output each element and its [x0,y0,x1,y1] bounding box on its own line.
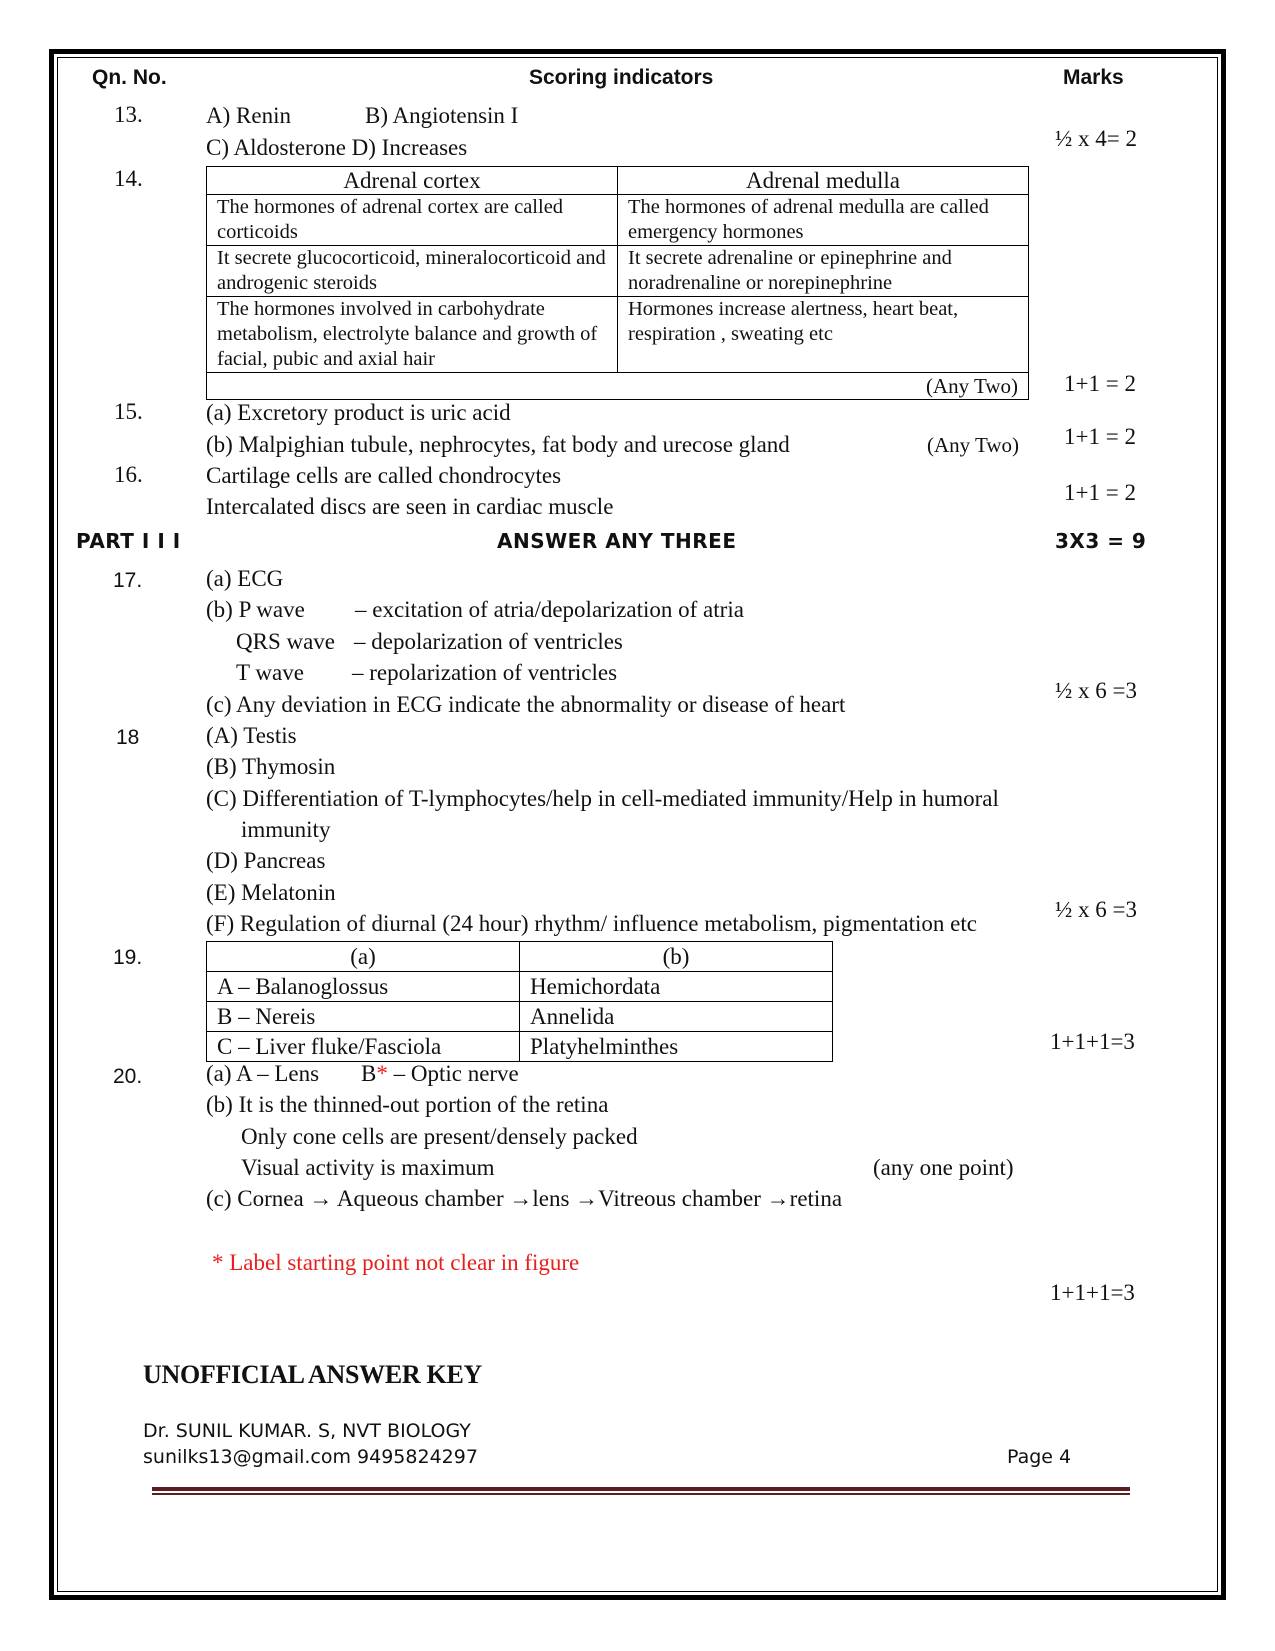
header-marks: Marks [1063,66,1124,89]
q18-a: (A) Testis [206,723,297,748]
q17-b3-desc: – repolarization of ventricles [352,660,618,685]
q20-a2: B [361,1061,377,1086]
q20-star: * [376,1061,388,1086]
q14-row1-cortex: The hormones of adrenal cortex are called corticoids [207,195,618,246]
q14-row3-medulla: Hormones increase alertness, heart beat, respiration , sweating etc [618,297,1029,373]
q17-b1-desc: – excitation of atria/depolarization of atria [355,597,744,622]
q20-a3: – Optic nerve [387,1061,519,1086]
q20-b3: Visual activity is maximum [241,1155,495,1180]
q14-row1-medulla: The hormones of adrenal medulla are called emergency hormones [618,195,1029,246]
q18-b: (B) Thymosin [206,754,336,779]
header-qno: Qn. No. [92,66,167,89]
q20-number: 20. [113,1065,143,1088]
q19-row3-a: C – Liver fluke/Fasciola [207,1032,520,1062]
q19-row1-b: Hemichordata [520,972,833,1002]
q20-c: (c) Cornea → Aqueous chamber →lens →Vitreous chamber →retina [206,1186,843,1211]
q14-row2-medulla: It secrete adrenaline or epinephrine and noradrenaline or norepinephrine [618,246,1029,297]
q13-line2: C) Aldosterone D) Increases [206,135,468,160]
q15-b: (b) Malpighian tubule, nephrocytes, fat body and urecose gland [206,432,790,457]
q18-f: (F) Regulation of diurnal (24 hour) rhythm/ influence metabolism, pigmentation etc [206,911,977,936]
page-number: Page 4 [1007,1446,1072,1468]
q14-marks: 1+1 = 2 [1064,371,1136,396]
q20-note: (any one point) [873,1155,1014,1180]
q13-line1b: B) Angiotensin I [365,103,519,128]
q18-d: (D) Pancreas [206,848,326,873]
q19-col-b-header: (b) [520,942,833,972]
q13-marks: ½ x 4= 2 [1055,126,1137,151]
q16-b: Intercalated discs are seen in cardiac muscle [206,494,614,519]
q19-row1-a: A – Balanoglossus [207,972,520,1002]
q17-b3: T wave [236,660,304,685]
q15-a: (a) Excretory product is uric acid [206,400,511,425]
q16-number: 16. [114,462,143,487]
q16-a: Cartilage cells are called chondrocytes [206,463,562,488]
part3-marks: 3X3 = 9 [1055,529,1147,553]
q19-table [206,941,833,1062]
q18-c1: (C) Differentiation of T-lymphocytes/help in cell-mediated immunity/Help in humoral [206,786,999,811]
q20-a1: (a) A – Lens [206,1061,320,1086]
q18-e: (E) Melatonin [206,880,336,905]
q14-row3-cortex: The hormones involved in carbohydrate metabolism, electrolyte balance and growth of facial, pubic and axial hair [207,297,618,373]
q14-number: 14. [114,166,143,191]
q17-b2: QRS wave [236,629,336,654]
q17-number: 17. [113,569,143,592]
q17-b1: (b) P wave [206,597,305,622]
q14-col-b-header: Adrenal medulla [618,167,1029,195]
q13-line1a: A) Renin [206,103,291,128]
header-scoring: Scoring indicators [529,66,714,89]
q20-marks: 1+1+1=3 [1050,1280,1135,1305]
q13-number: 13. [114,102,143,127]
q16-marks: 1+1 = 2 [1064,480,1136,505]
q17-a: (a) ECG [206,566,284,591]
q18-c2: immunity [241,817,331,842]
q17-marks: ½ x 6 =3 [1055,678,1137,703]
q15-marks: 1+1 = 2 [1064,424,1136,449]
q19-number: 19. [113,946,143,969]
part3-title: ANSWER ANY THREE [497,529,737,553]
q18-marks: ½ x 6 =3 [1055,897,1137,922]
q17-c: (c) Any deviation in ECG indicate the abnormality or disease of heart [206,692,846,717]
footer-rule-thin [152,1493,1130,1495]
q19-col-a-header: (a) [207,942,520,972]
footer-author: Dr. SUNIL KUMAR. S, NVT BIOLOGY [143,1420,471,1442]
q14-col-a-header: Adrenal cortex [207,167,618,195]
part3-label: PART I I I [76,529,181,553]
q19-marks: 1+1+1=3 [1050,1029,1135,1054]
q20-a-rest [361,1060,519,1088]
q15-number: 15. [114,399,143,424]
unofficial-answer-key: UNOFFICIAL ANSWER KEY [143,1360,482,1389]
q18-number: 18 [116,726,140,749]
footer-contact: sunilks13@gmail.com 9495824297 [143,1446,478,1468]
q19-row3-b: Platyhelminthes [520,1032,833,1062]
q14-note: (Any Two) [207,373,1029,400]
q19-row2-a: B – Nereis [207,1002,520,1032]
q15-note: (Any Two) [927,433,1020,457]
q17-b2-desc: – depolarization of ventricles [354,629,623,654]
q14-table [206,166,1029,400]
q19-row2-b: Annelida [520,1002,833,1032]
q14-row2-cortex: It secrete glucocorticoid, mineralocorticoid and androgenic steroids [207,246,618,297]
q20-b: (b) It is the thinned-out portion of the retina [206,1092,609,1117]
q20-b2: Only cone cells are present/densely packed [241,1124,638,1149]
footer-rule-thick [152,1487,1130,1491]
q20-footnote: * Label starting point not clear in figure [212,1250,580,1275]
